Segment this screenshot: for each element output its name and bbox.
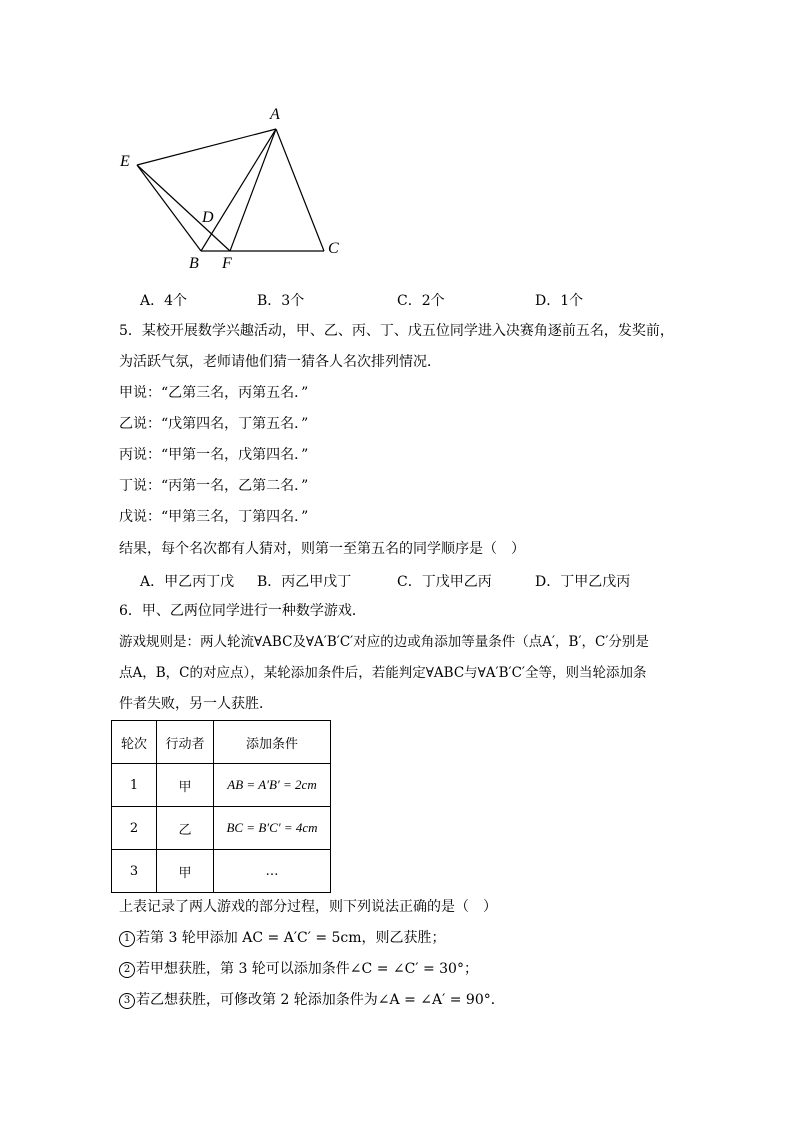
q4-choice-c: C．2个: [397, 293, 445, 309]
segment-EA: [137, 129, 276, 165]
q6-rule-line3: 件者失败，另一人获胜．: [119, 696, 273, 712]
q5-statement: 甲说：“乙第三名，丙第五名．”: [119, 385, 309, 401]
table-cell: 乙: [157, 807, 214, 850]
table-row: [112, 850, 331, 893]
table-cell: BC = B′C′ = 4cm: [214, 807, 331, 850]
table-cell: 甲: [157, 850, 214, 893]
geometry-figure: [0, 0, 794, 290]
q5-statement: 戊说：“甲第三名，丁第四名．”: [119, 509, 309, 525]
segment-AC: [276, 129, 324, 251]
q6-option-3: [119, 991, 505, 1009]
table-cell: AB = A′B′ = 2cm: [214, 764, 331, 807]
q4-choice-a: A．4个: [140, 293, 188, 309]
table-cell: 1: [112, 764, 157, 807]
q5-statement: 乙说：“戊第四名，丁第五名．”: [119, 416, 309, 432]
circled-number: 1: [119, 931, 135, 947]
q5-question: 结果，每个名次都有人猜对，则第一至第五名的同学顺序是（ ）: [119, 541, 525, 557]
table-cell: …: [214, 850, 331, 893]
q6-option-2: [119, 960, 478, 978]
table-cell: 2: [112, 807, 157, 850]
table-row: [112, 807, 331, 850]
q5-choice-d: D．丁甲乙戊丙: [535, 574, 631, 590]
table-cell: 甲: [157, 764, 214, 807]
point-label-f: F: [222, 255, 232, 272]
q5-choice-b: B．丙乙甲戊丁: [257, 574, 352, 590]
segment-EF: [137, 165, 230, 251]
q6-question: 上表记录了两人游戏的部分过程，则下列说法正确的是（ ）: [119, 899, 497, 915]
q6-option-1: [119, 929, 446, 947]
q5-statement: 丁说：“丙第一名，乙第二名．”: [119, 478, 309, 494]
q4-choice-b: B．3个: [257, 293, 305, 309]
point-label-b: B: [189, 255, 199, 272]
circled-number: 2: [119, 962, 135, 978]
segment-AB: [201, 129, 276, 251]
point-label-c: C: [328, 240, 339, 257]
q5-stem-line1: 5．某校开展数学兴趣活动，甲、乙、丙、丁、戊五位同学进入决赛角逐前五名，发奖前，: [119, 323, 674, 339]
point-label-d: D: [202, 209, 214, 226]
segment-EB: [137, 165, 201, 251]
q5-statement: 丙说：“甲第一名，戊第四名．”: [119, 447, 309, 463]
point-label-e: E: [120, 153, 130, 170]
q4-choice-d: D．1个: [535, 293, 584, 309]
table-header-cell: 轮次: [112, 721, 157, 764]
game-table: [111, 720, 331, 893]
q6-rule-line1: 游戏规则是：两人轮流∀ABC及∀A′B′C′对应的边或角添加等量条件（点A′，B′，C′分别是: [119, 634, 649, 650]
table-header-row: [112, 721, 331, 764]
point-label-a: A: [270, 106, 280, 123]
table-row: [112, 764, 331, 807]
circled-number: 3: [119, 993, 135, 1009]
q6-rule-line2: 点A，B，C的对应点），某轮添加条件后，若能判定∀ABC与∀A′B′C′全等，则当轮添加条: [119, 665, 647, 681]
q5-choice-a: A．甲乙丙丁戊: [140, 574, 235, 590]
q6-option-text: 若甲想获胜，第 3 轮可以添加条件∠C = ∠C′ = 30°；: [136, 961, 478, 977]
q5-choice-c: C．丁戊甲乙丙: [397, 574, 492, 590]
q6-title: 6．甲、乙两位同学进行一种数学游戏．: [119, 603, 366, 619]
table-header-cell: 行动者: [157, 721, 214, 764]
q6-option-text: 若乙想获胜，可修改第 2 轮添加条件为∠A = ∠A′ = 90°．: [136, 992, 505, 1008]
table-cell: 3: [112, 850, 157, 893]
q5-stem-line2: 为活跃气氛，老师请他们猜一猜各人名次排列情况．: [119, 354, 441, 370]
segment-AF: [230, 129, 276, 251]
q6-option-text: 若第 3 轮甲添加 AC = A′C′ = 5cm，则乙获胜；: [136, 930, 446, 946]
table-header-cell: 添加条件: [214, 721, 331, 764]
